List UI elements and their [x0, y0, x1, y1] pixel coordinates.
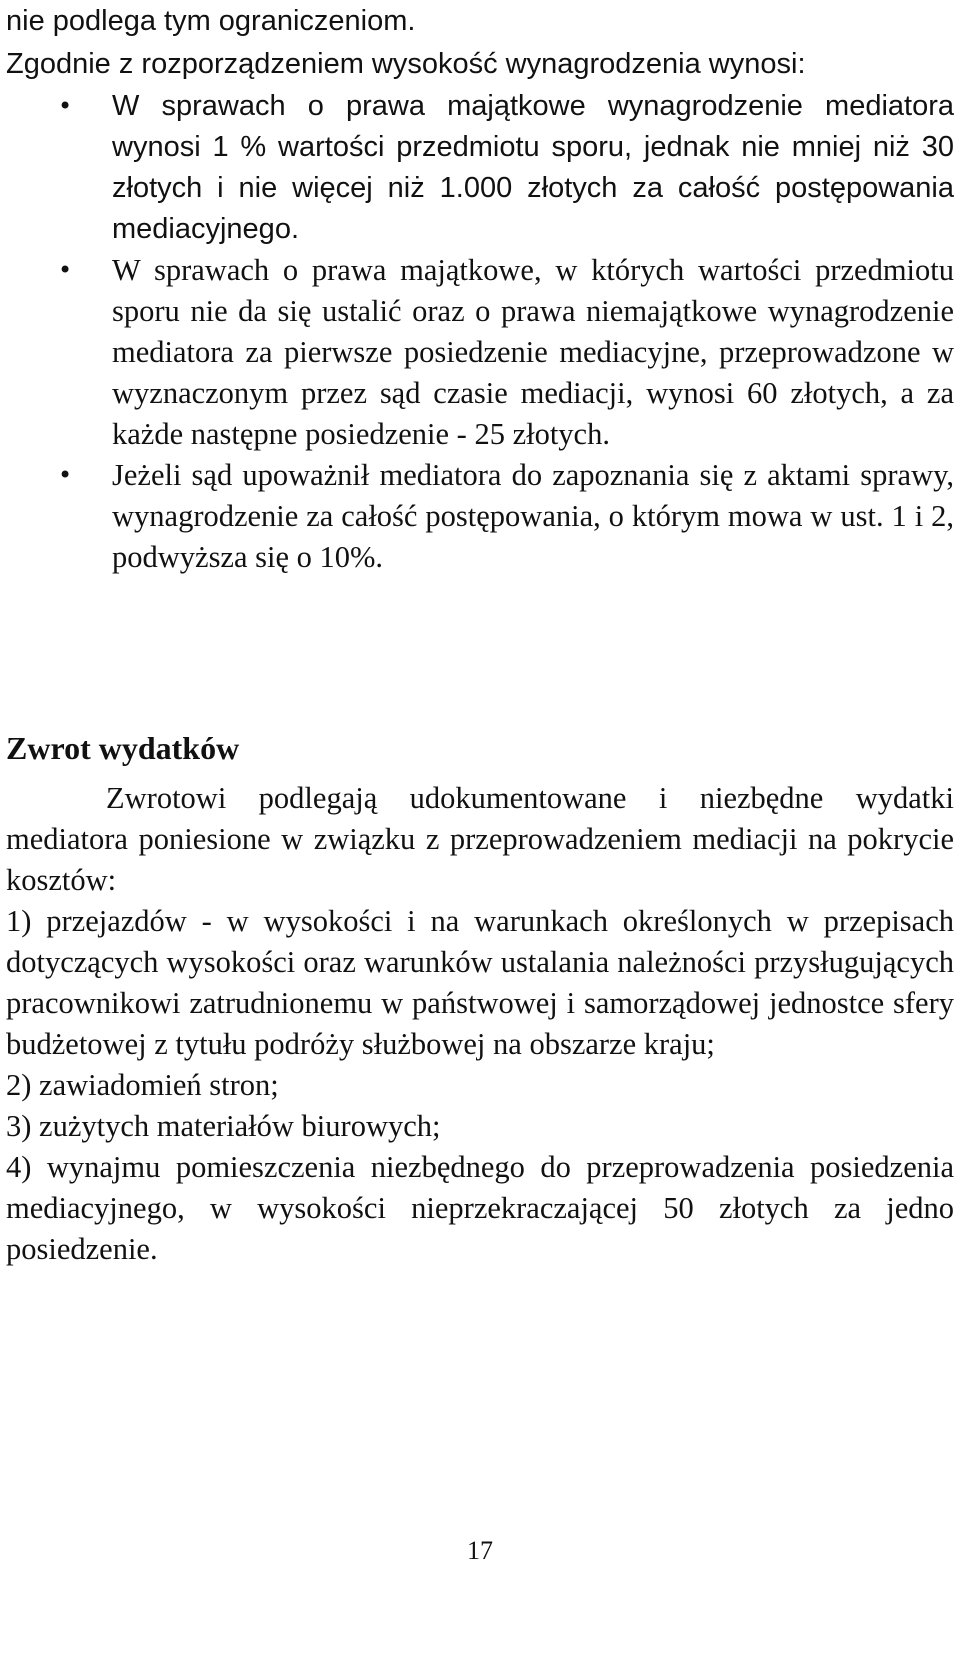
- section-paragraph: Zwrotowi podlegają udokumentowane i niezbędne wydatki mediatora poniesione w związku z przeprowadzeniem mediacji na pokrycie kosztów:: [6, 781, 954, 897]
- bullet-icon: •: [58, 461, 73, 489]
- intro-line-regulation: Zgodnie z rozporządzeniem wysokość wynagrodzenia wynosi:: [6, 48, 806, 80]
- page-number: 17: [467, 1536, 493, 1565]
- intro-line-continuation: nie podlega tym ograniczeniom.: [6, 5, 416, 37]
- bullet-icon: •: [58, 256, 73, 284]
- expense-item-office-supplies: 3) zużytych materiałów biurowych;: [6, 1109, 441, 1143]
- bullet-text: Jeżeli sąd upoważnił mediatora do zapoznania się z aktami sprawy, wynagrodzenie za całość postępowania, o którym mowa w ust. 1 i 2, podwyższa się o 10%.: [112, 458, 954, 574]
- bullet-item-undetermined-value: [6, 250, 954, 455]
- bullet-item-property-rights: [6, 86, 954, 250]
- remuneration-bullet-list: [6, 86, 954, 578]
- expense-item-travel: 1) przejazdów - w wysokości i na warunkach określonych w przepisach dotyczących wysokości oraz warunków ustalania należności przysługujących pracownikowi zatrudnionemu w państwowej i samorządowej jednostce sfery budżetowej z tytułu podróży służbowej na obszarze kraju;: [6, 904, 954, 1061]
- bullet-text: W sprawach o prawa majątkowe wynagrodzenie mediatora wynosi 1 % wartości przedmiotu sporu, jednak nie mniej niż 30 złotych i nie więcej niż 1.000 złotych za całość postępowania mediacyjnego.: [112, 90, 954, 245]
- intro-block: [6, 0, 954, 86]
- bullet-text: W sprawach o prawa majątkowe, w których wartości przedmiotu sporu nie da się ustalić oraz o prawa niemajątkowe wynagrodzenie mediatora za pierwsze posiedzenie mediacyjne, przeprowadzone w wyznaczonym przez sąd czasie mediacji, wynosi 60 złotych, a za każde następne posiedzenie - 25 złotych.: [112, 253, 954, 451]
- section-body: [6, 778, 954, 1270]
- expense-item-notifications: 2) zawiadomień stron;: [6, 1068, 279, 1102]
- bullet-item-case-files: [6, 455, 954, 578]
- section-heading: Zwrot wydatków: [6, 730, 240, 766]
- bullet-icon: •: [58, 92, 73, 120]
- expense-item-room-rental: 4) wynajmu pomieszczenia niezbędnego do przeprowadzenia posiedzenia mediacyjnego, w wysokości nieprzekraczającej 50 złotych za jedno posiedzenie.: [6, 1150, 954, 1266]
